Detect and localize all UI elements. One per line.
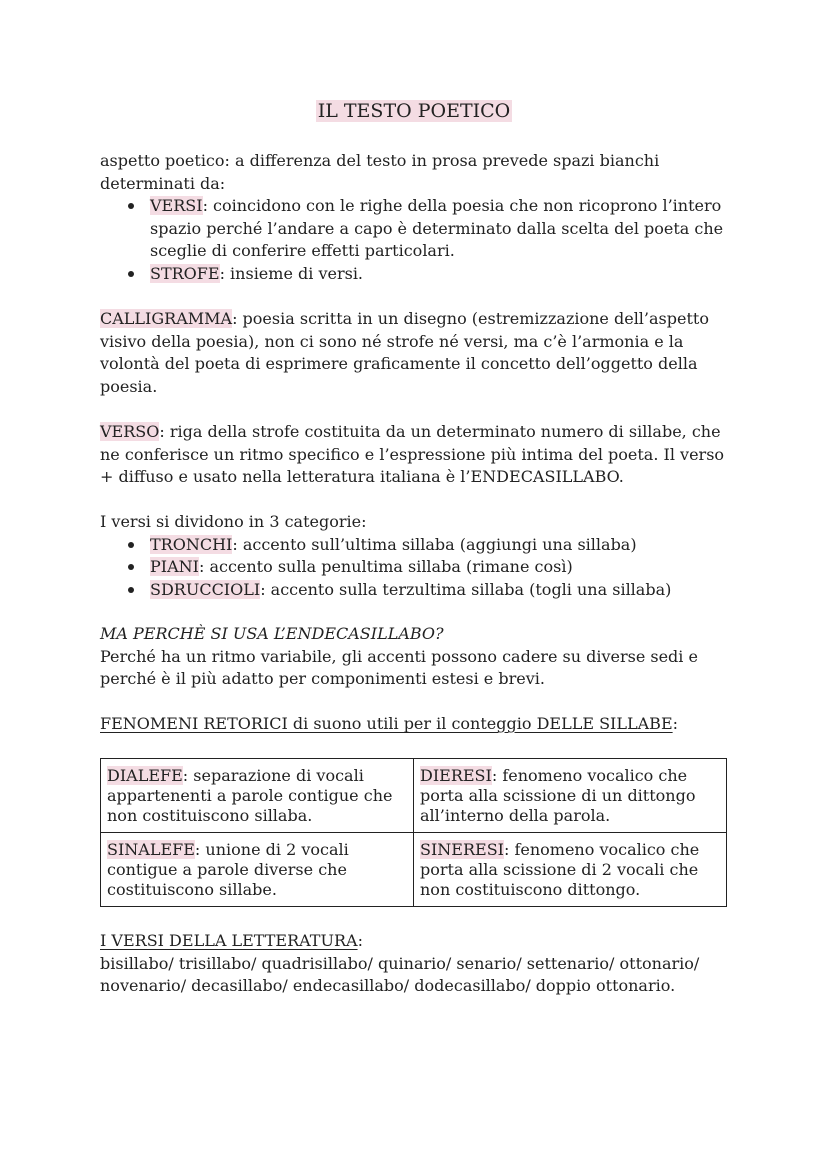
- term-highlight: SDRUCCIOLI: [150, 579, 261, 599]
- term-definition: : coincidono con le righe della poesia che non ricoprono l’intero spazio perché l’andare a capo è determinato dalla scelta del poeta che sceglie di conferire effetti particolari.: [150, 196, 724, 261]
- term-highlight: TRONCHI: [150, 534, 233, 554]
- list-item: [150, 556, 730, 579]
- term-highlight: SINERESI: [420, 840, 504, 859]
- term-highlight: VERSO: [100, 422, 160, 441]
- intro-list: [100, 195, 730, 285]
- list-item: [150, 195, 730, 263]
- term-highlight: CALLIGRAMMA: [100, 309, 233, 328]
- fenomeni-heading: FENOMENI RETORICI di suono utili per il conteggio DELLE SILLABE:: [100, 714, 679, 733]
- table-row: [101, 833, 727, 907]
- term-definition: : unione di 2 vocali contigue a parole diverse che costituiscono sillabe.: [107, 840, 349, 899]
- term-definition: : insieme di versi.: [219, 263, 364, 283]
- intro-text: aspetto poetico: a differenza del testo in prosa prevede spazi bianchi determinati da:: [100, 151, 660, 193]
- table-cell: [414, 759, 727, 833]
- term-highlight: STROFE: [150, 263, 220, 283]
- list-item: [150, 534, 730, 557]
- fenomeni-table: [100, 758, 727, 907]
- section-heading: I VERSI DELLA LETTERATURA: [100, 931, 358, 950]
- term-highlight: DIERESI: [420, 766, 492, 785]
- table-row: [101, 759, 727, 833]
- term-highlight: PIANI: [150, 557, 199, 577]
- list-item: [150, 579, 730, 602]
- endecasillabo-answer: Perché ha un ritmo variabile, gli accenti possono cadere su diverse sedi e perché è il più adatto per componimenti estesi e brevi.: [100, 646, 698, 689]
- categorie-section: [100, 511, 730, 601]
- term-highlight: VERSI: [150, 196, 203, 216]
- categorie-intro: I versi si dividono in 3 categorie:: [100, 512, 367, 531]
- categorie-list: [100, 534, 730, 602]
- section-heading: FENOMENI RETORICI di suono utili per il conteggio DELLE SILLABE: [100, 714, 673, 733]
- term-definition: : fenomeno vocalico che porta alla scissione di un dittongo all’interno della parola.: [420, 766, 696, 825]
- endecasillabo-section: [100, 623, 730, 691]
- versi-list-text: bisillabo/ trisillabo/ quadrisillabo/ quinario/ senario/ settenario/ ottonario/ novenario/ decasillabo/ endecasillabo/ dodecasillabo/ doppio ottonario.: [100, 953, 700, 996]
- term-definition: : accento sulla terzultima sillaba (togli una sillaba): [260, 579, 672, 599]
- term-highlight: DIALEFE: [107, 766, 183, 785]
- calligramma-section: [100, 308, 730, 398]
- table-cell: [101, 759, 414, 833]
- fenomeni-table-wrap: [100, 758, 730, 907]
- term-definition: : accento sulla penultima sillaba (rimane così): [198, 557, 573, 577]
- term-definition: : poesia scritta in un disegno (estremizzazione dell’aspetto visivo della poesia), non ci sono né strofe né versi, ma c’è l’armonia e la volontà del poeta di esprimere graficamente il concetto dell’oggetto della poesia.: [100, 309, 709, 396]
- page-title: IL TESTO POETICO: [317, 100, 511, 122]
- versi-letteratura-section: I VERSI DELLA LETTERATURA: bisillabo/ trisillabo/ quadrisillabo/ quinario/ senario/ settenario/ ottonario/ novenario/ decasillabo/ endecasillabo/ dodecasillabo/ doppio ottonario.: [100, 930, 730, 998]
- term-definition: : accento sull’ultima sillaba (aggiungi una sillaba): [232, 534, 637, 554]
- term-highlight: SINALEFE: [107, 840, 195, 859]
- table-cell: [101, 833, 414, 907]
- table-cell: [414, 833, 727, 907]
- list-item: [150, 263, 730, 286]
- term-definition: : fenomeno vocalico che porta alla scissione di 2 vocali che non costituiscono dittongo.: [420, 840, 700, 899]
- endecasillabo-question: MA PERCHÈ SI USA L’ENDECASILLABO?: [100, 624, 444, 643]
- intro-section: [100, 150, 730, 286]
- verso-section: [100, 421, 730, 489]
- term-definition: : riga della strofe costituita da un determinato numero di sillabe, che ne conferisce un ritmo specifico e l’espressione più intima del poeta. Il verso + diffuso e usato nella letteratura italiana è l’ENDECASILLABO.: [100, 422, 725, 487]
- term-definition: : separazione di vocali appartenenti a parole contigue che non costituiscono sillaba.: [107, 766, 393, 825]
